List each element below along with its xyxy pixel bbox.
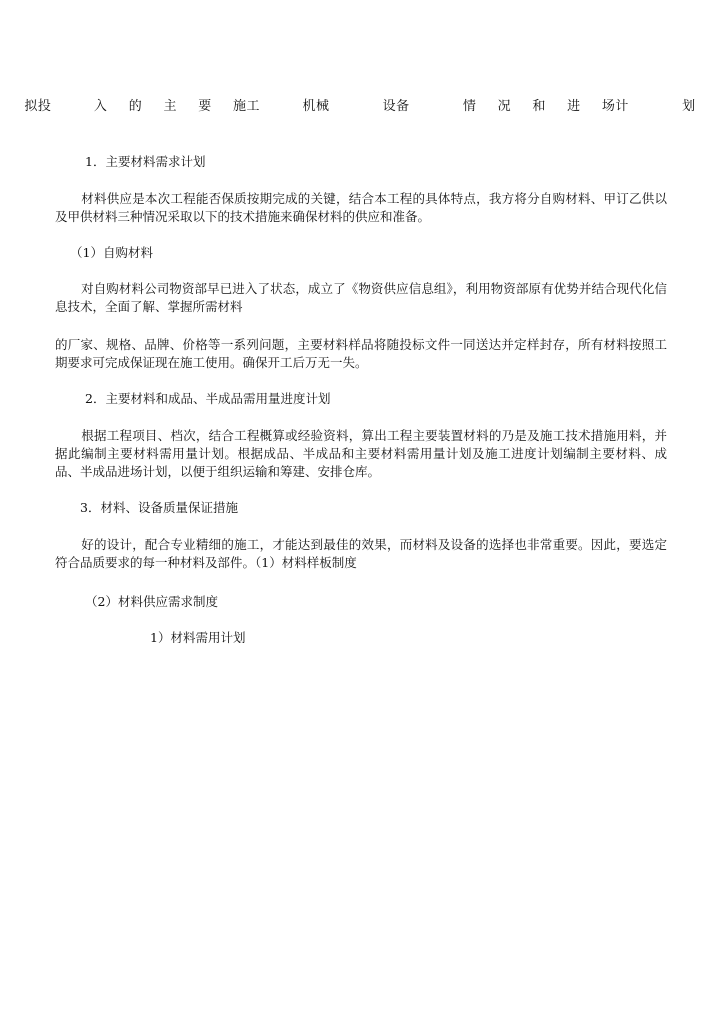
section-3-paragraph-text: 好的设计，配合专业精细的施工，才能达到最佳的效果，而材料及设备的选择也非常重要。因此，要选定符合品质要求的每一种材料及部件。（1）材料样板制度 [55,537,667,570]
section-1-heading: 1．主要材料需求计划 [85,154,206,169]
self-purchase-paragraph-1-text: 对自购材料公司物资部早已进入了状态，成立了《物资供应信息组》，利用物资部原有优势并结合现代化信息技术，全面了解、掌握所需材料 [55,281,667,314]
supply-system-item-1: 1）材料需用计划 [150,630,246,645]
section-2-paragraph [55,427,667,481]
self-purchase-paragraph-2: 的厂家、规格、品牌、价格等一系列问题，主要材料样品将随投标文件一同送达并定样封存，所有材料按照工期要求可完成保证现在施工使用。确保开工后万无一失。 [55,337,667,370]
section-2-heading: 2．主要材料和成品、半成品需用量进度计划 [85,391,331,406]
section-1-paragraph-text: 材料供应是本次工程能否保质按期完成的关键，结合本工程的具体特点，我方将分自购材料、甲订乙供以及甲供材料三种情况采取以下的技术措施来确保材料的供应和准备。 [55,191,667,224]
section-3-paragraph [55,536,667,572]
section-2-paragraph-text: 根据工程项目、档次，结合工程概算或经验资料，算出工程主要装置材料的乃是及施工技术措施用料，并据此编制主要材料需用量计划。根据成品、半成品和主要材料需用量计划及施工进度计划编制主要材料、成品、半成品进场计划，以便于组织运输和筹建、安排仓库。 [55,428,667,479]
section-1-paragraph [55,190,667,226]
self-purchase-paragraph-1 [55,280,667,316]
section-3-heading: 3．材料、设备质量保证措施 [80,500,238,515]
document-title: 拟投 入 的 主 要 施工 机械 设备 情 况 和 进 场计 划 [24,99,696,114]
section-3-subheading-supply-system: （2）材料供应需求制度 [85,594,218,609]
section-1-subheading-self-purchase: （1）自购材料 [70,245,153,260]
